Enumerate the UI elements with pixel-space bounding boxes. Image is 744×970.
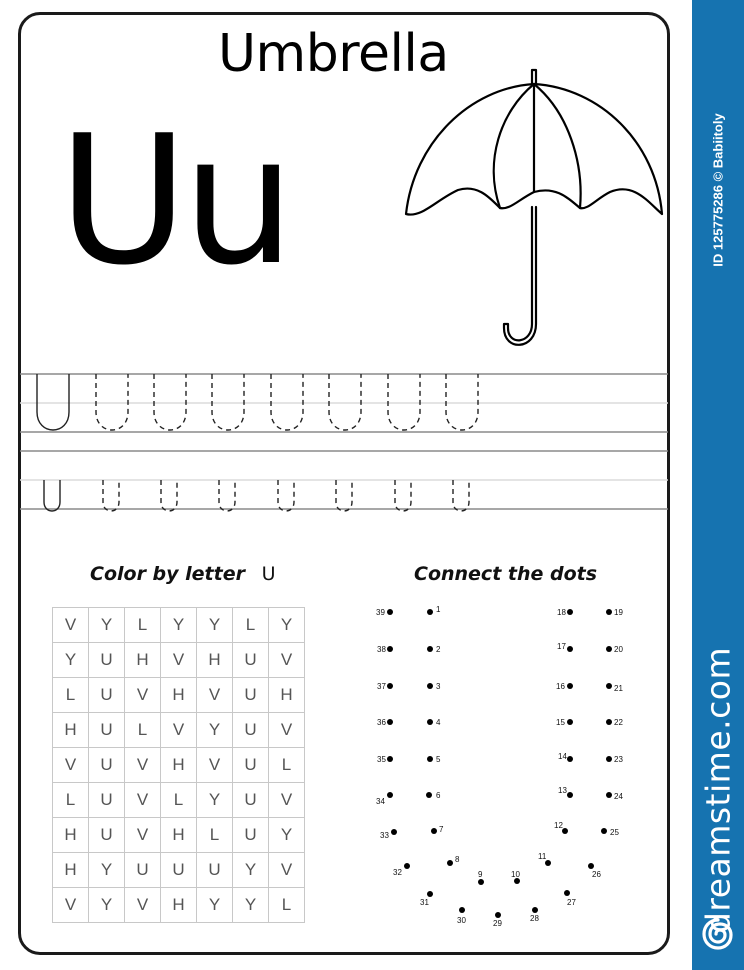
dot-number-label: 10: [511, 870, 520, 879]
dot-number-label: 20: [614, 645, 623, 654]
dot-number-label: 2: [436, 645, 441, 654]
target-letter: U: [261, 563, 276, 585]
grid-row: [53, 713, 305, 748]
grid-cell[interactable]: U: [89, 783, 125, 818]
grid-cell[interactable]: V: [53, 608, 89, 643]
grid-cell[interactable]: H: [197, 643, 233, 678]
dot-number-label: 1: [436, 605, 441, 614]
grid-cell[interactable]: U: [233, 818, 269, 853]
grid-cell[interactable]: V: [269, 643, 305, 678]
dot-number-label: 11: [538, 852, 547, 861]
dot-point[interactable]: [606, 609, 612, 615]
grid-cell[interactable]: L: [125, 713, 161, 748]
grid-cell[interactable]: H: [161, 748, 197, 783]
grid-cell[interactable]: H: [161, 678, 197, 713]
grid-cell[interactable]: H: [269, 678, 305, 713]
dot-number-label: 34: [376, 797, 385, 806]
dot-point[interactable]: [427, 719, 433, 725]
dot-point[interactable]: [478, 879, 484, 885]
dot-point[interactable]: [567, 719, 573, 725]
dot-point[interactable]: [427, 646, 433, 652]
grid-cell[interactable]: Y: [233, 888, 269, 923]
dot-number-label: 24: [614, 792, 623, 801]
grid-cell[interactable]: U: [89, 818, 125, 853]
grid-cell[interactable]: V: [125, 888, 161, 923]
grid-row: [53, 748, 305, 783]
grid-cell[interactable]: L: [125, 608, 161, 643]
dot-number-label: 16: [556, 682, 565, 691]
dot-point[interactable]: [431, 828, 437, 834]
grid-cell[interactable]: L: [197, 818, 233, 853]
dot-point[interactable]: [427, 683, 433, 689]
grid-cell[interactable]: L: [269, 748, 305, 783]
dot-number-label: 29: [493, 919, 502, 928]
dot-point[interactable]: [459, 907, 465, 913]
grid-cell[interactable]: Y: [89, 853, 125, 888]
dot-point[interactable]: [567, 646, 573, 652]
dot-point[interactable]: [588, 863, 594, 869]
dot-point[interactable]: [387, 719, 393, 725]
dot-number-label: 13: [558, 786, 567, 795]
dot-number-label: 7: [439, 825, 444, 834]
grid-cell[interactable]: Y: [197, 783, 233, 818]
dot-point[interactable]: [606, 756, 612, 762]
dot-point[interactable]: [495, 912, 501, 918]
grid-row: [53, 643, 305, 678]
dot-number-label: 21: [614, 684, 623, 693]
grid-cell[interactable]: Y: [197, 608, 233, 643]
grid-row: [53, 608, 305, 643]
dot-point[interactable]: [387, 683, 393, 689]
dot-point[interactable]: [564, 890, 570, 896]
connect-dots-heading: Connect the dots: [414, 563, 598, 585]
dot-number-label: 28: [530, 914, 539, 923]
dot-point[interactable]: [426, 792, 432, 798]
grid-cell[interactable]: H: [53, 818, 89, 853]
dot-point[interactable]: [606, 683, 612, 689]
grid-cell[interactable]: V: [197, 678, 233, 713]
grid-cell[interactable]: Y: [89, 888, 125, 923]
dot-number-label: 12: [554, 821, 563, 830]
dot-point[interactable]: [532, 907, 538, 913]
dot-point[interactable]: [427, 891, 433, 897]
grid-cell[interactable]: V: [269, 853, 305, 888]
grid-cell[interactable]: Y: [53, 643, 89, 678]
grid-cell[interactable]: H: [125, 643, 161, 678]
dot-number-label: 19: [614, 608, 623, 617]
dot-number-label: 22: [614, 718, 623, 727]
umbrella-illustration: [400, 62, 670, 362]
grid-cell[interactable]: L: [233, 608, 269, 643]
grid-cell[interactable]: U: [89, 678, 125, 713]
grid-cell[interactable]: H: [161, 818, 197, 853]
tracing-lines: [18, 360, 670, 530]
dot-point[interactable]: [391, 829, 397, 835]
dot-number-label: 30: [457, 916, 466, 925]
image-id-label: ID 125775286 © Babiitoly: [710, 113, 726, 267]
dot-point[interactable]: [606, 646, 612, 652]
dot-point[interactable]: [387, 792, 393, 798]
worksheet-title: Umbrella: [218, 24, 449, 84]
grid-cell[interactable]: U: [89, 643, 125, 678]
grid-cell[interactable]: L: [161, 783, 197, 818]
dot-number-label: 31: [420, 898, 429, 907]
dot-point[interactable]: [387, 756, 393, 762]
dot-number-label: 37: [377, 682, 386, 691]
dot-point[interactable]: [404, 863, 410, 869]
dot-point[interactable]: [427, 609, 433, 615]
grid-cell[interactable]: H: [53, 853, 89, 888]
dot-number-label: 32: [393, 868, 402, 877]
dot-number-label: 26: [592, 870, 601, 879]
grid-row: [53, 853, 305, 888]
color-by-letter-grid: [52, 607, 305, 923]
grid-cell[interactable]: U: [233, 783, 269, 818]
grid-cell[interactable]: V: [269, 783, 305, 818]
dot-number-label: 3: [436, 682, 441, 691]
big-letters: Uu: [58, 97, 290, 304]
dot-point[interactable]: [387, 646, 393, 652]
dot-point[interactable]: [601, 828, 607, 834]
grid-cell[interactable]: Y: [197, 888, 233, 923]
grid-cell[interactable]: U: [161, 853, 197, 888]
dot-number-label: 33: [380, 831, 389, 840]
grid-cell[interactable]: V: [197, 748, 233, 783]
color-by-letter-label: Color by letter: [90, 563, 245, 585]
dot-point[interactable]: [427, 756, 433, 762]
dot-number-label: 6: [436, 791, 441, 800]
dot-point[interactable]: [447, 860, 453, 866]
grid-cell[interactable]: U: [125, 853, 161, 888]
grid-cell[interactable]: V: [53, 888, 89, 923]
dot-number-label: 8: [455, 855, 460, 864]
dot-number-label: 18: [557, 608, 566, 617]
grid-cell[interactable]: V: [269, 713, 305, 748]
grid-cell[interactable]: V: [125, 783, 161, 818]
dot-number-label: 5: [436, 755, 441, 764]
grid-cell[interactable]: Y: [89, 608, 125, 643]
grid-row: [53, 818, 305, 853]
watermark-bar: [692, 0, 744, 970]
grid-cell[interactable]: U: [197, 853, 233, 888]
dot-point[interactable]: [387, 609, 393, 615]
dot-number-label: 25: [610, 828, 619, 837]
grid-cell[interactable]: V: [53, 748, 89, 783]
grid-cell[interactable]: V: [125, 748, 161, 783]
grid-cell[interactable]: V: [161, 643, 197, 678]
grid-cell[interactable]: U: [233, 748, 269, 783]
dot-point[interactable]: [567, 609, 573, 615]
dot-point[interactable]: [606, 792, 612, 798]
grid-cell[interactable]: Y: [269, 818, 305, 853]
grid-cell[interactable]: V: [125, 818, 161, 853]
dot-number-label: 35: [377, 755, 386, 764]
dot-number-label: 36: [377, 718, 386, 727]
grid-cell[interactable]: U: [89, 748, 125, 783]
grid-cell[interactable]: U: [233, 678, 269, 713]
color-by-letter-heading: [90, 563, 276, 585]
dot-number-label: 17: [557, 642, 566, 651]
spiral-logo-icon: [700, 916, 736, 952]
grid-cell[interactable]: Y: [269, 608, 305, 643]
grid-cell[interactable]: V: [161, 713, 197, 748]
grid-cell[interactable]: L: [53, 783, 89, 818]
dot-point[interactable]: [567, 792, 573, 798]
grid-cell[interactable]: U: [89, 713, 125, 748]
dot-number-label: 4: [436, 718, 441, 727]
dot-point[interactable]: [606, 719, 612, 725]
dot-number-label: 15: [556, 718, 565, 727]
dot-number-label: 38: [377, 645, 386, 654]
grid-cell[interactable]: Y: [161, 608, 197, 643]
dot-number-label: 27: [567, 898, 576, 907]
grid-cell[interactable]: V: [125, 678, 161, 713]
grid-cell[interactable]: U: [233, 643, 269, 678]
grid-cell[interactable]: U: [233, 713, 269, 748]
grid-row: [53, 678, 305, 713]
dot-point[interactable]: [567, 683, 573, 689]
dot-number-label: 9: [478, 870, 483, 879]
grid-row: [53, 783, 305, 818]
grid-cell[interactable]: Y: [197, 713, 233, 748]
grid-cell[interactable]: L: [53, 678, 89, 713]
dot-number-label: 23: [614, 755, 623, 764]
grid-cell[interactable]: H: [161, 888, 197, 923]
grid-cell[interactable]: L: [269, 888, 305, 923]
grid-row: [53, 888, 305, 923]
dot-number-label: 39: [376, 608, 385, 617]
dot-point[interactable]: [567, 756, 573, 762]
grid-cell[interactable]: H: [53, 713, 89, 748]
dot-number-label: 14: [558, 752, 567, 761]
brand-label: dreamstime.com: [698, 646, 738, 934]
grid-cell[interactable]: Y: [233, 853, 269, 888]
